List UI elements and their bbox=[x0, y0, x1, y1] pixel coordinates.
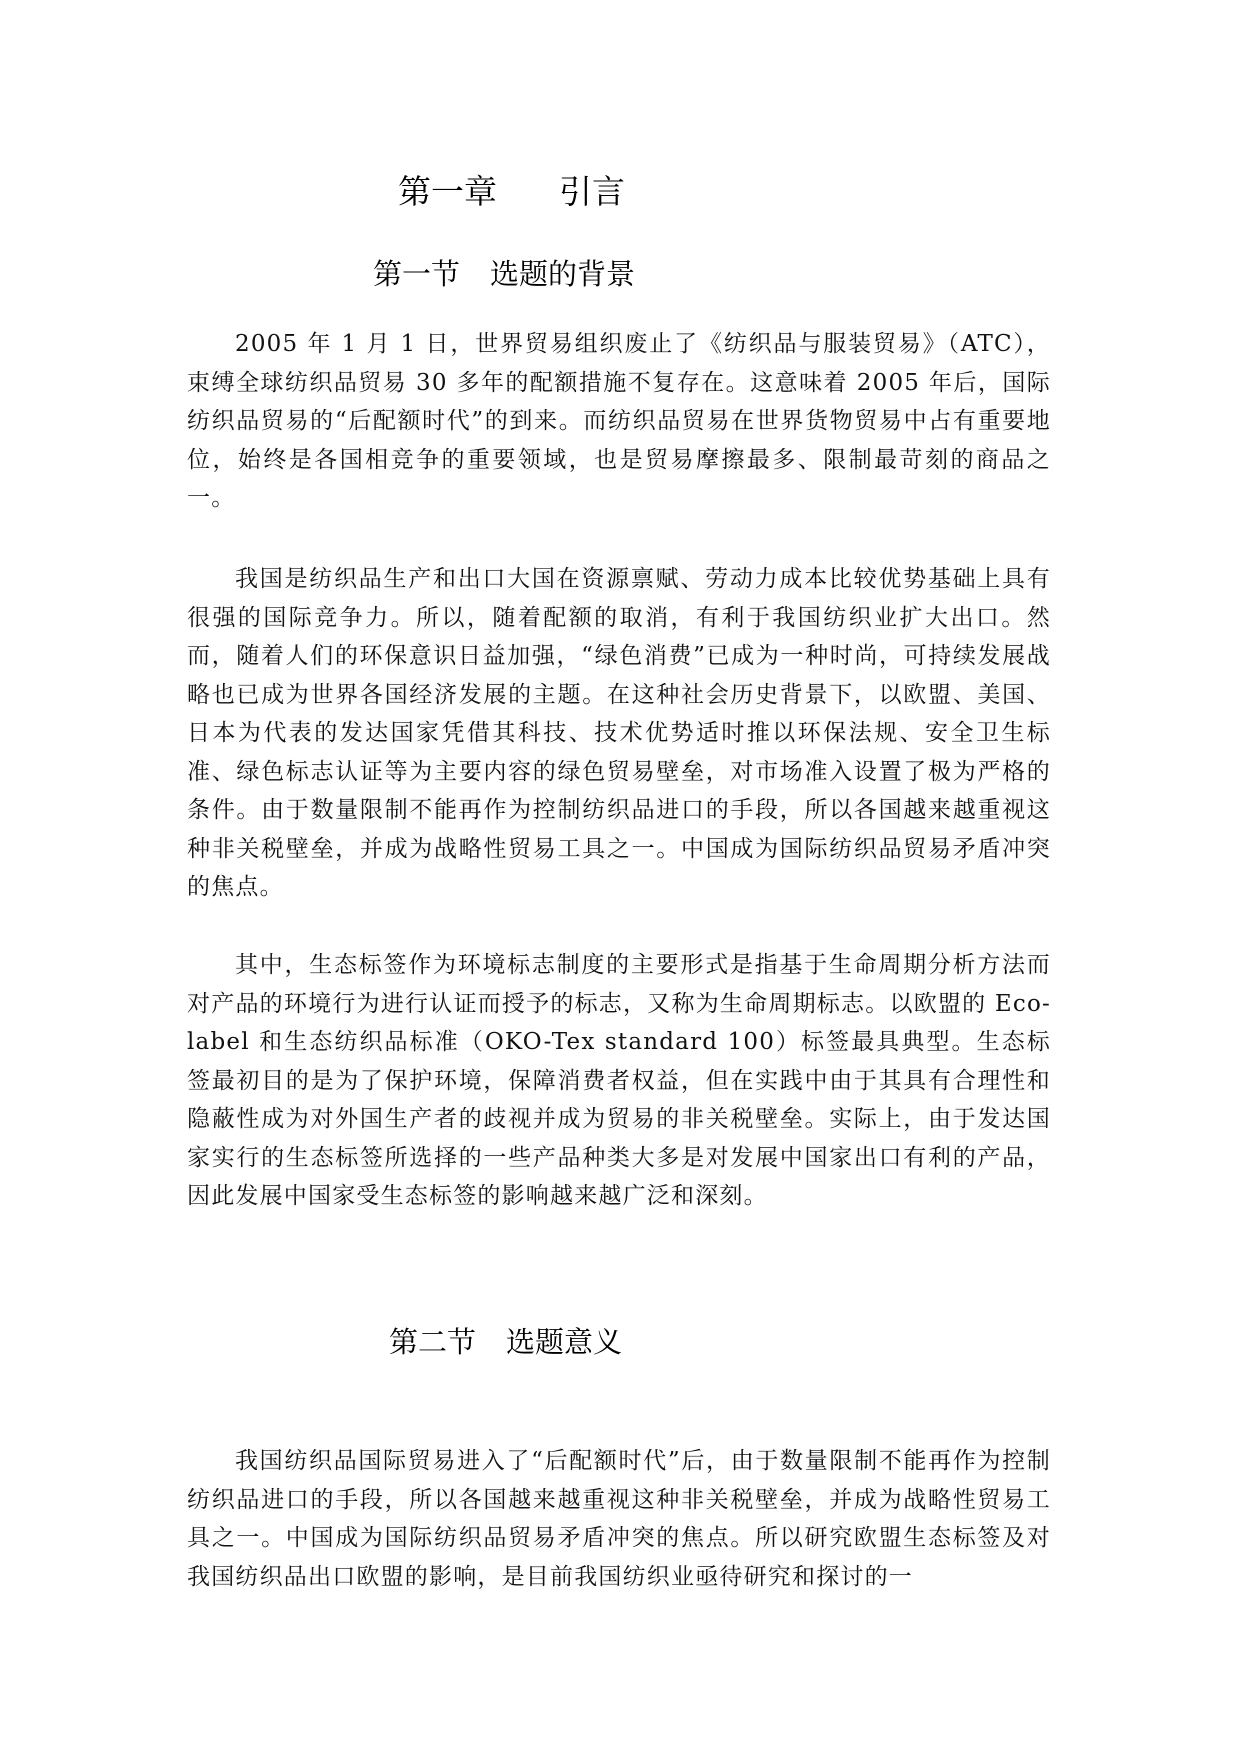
section-number: 第一节 bbox=[373, 257, 461, 291]
section-number: 第二节 bbox=[389, 1325, 477, 1359]
section-heading-significance bbox=[389, 1322, 622, 1362]
chapter-heading bbox=[398, 170, 625, 214]
body-paragraph-1: 2005 年 1 月 1 日，世界贸易组织废止了《纺织品与服装贸易》（ATC），束缚全球纺织品贸易 30 多年的配额措施不复存在。这意味着 2005 年后，国际纺织品贸易的“后配额时代”的到来。而纺织品贸易在世界货物贸易中占有重要地位，始终是各国相竞争的重要领域，也是贸易摩擦最多、限制最苛刻的商品之一。 bbox=[187, 331, 1051, 511]
chapter-number: 第一章 bbox=[398, 172, 497, 211]
body-paragraph-2: 我国是纺织品生产和出口大国在资源禀赋、劳动力成本比较优势基础上具有很强的国际竞争力。所以，随着配额的取消，有利于我国纺织业扩大出口。然而，随着人们的环保意识日益加强，“绿色消费”已成为一种时尚，可持续发展战略也已成为世界各国经济发展的主题。在这种社会历史背景下，以欧盟、美国、日本为代表的发达国家凭借其科技、技术优势适时推以环保法规、安全卫生标准、绿色标志认证等为主要内容的绿色贸易壁垒，对市场准入设置了极为严格的条件。由于数量限制不能再作为控制纺织品进口的手段，所以各国越来越重视这种非关税壁垒，并成为战略性贸易工具之一。中国成为国际纺织品贸易矛盾冲突的焦点。 bbox=[187, 566, 1051, 900]
section-title: 选题的背景 bbox=[490, 257, 636, 291]
body-paragraph-4: 我国纺织品国际贸易进入了“后配额时代”后，由于数量限制不能再作为控制纺织品进口的手段，所以各国越来越重视这种非关税壁垒，并成为战略性贸易工具之一。中国成为国际纺织品贸易矛盾冲突的焦点。所以研究欧盟生态标签及对我国纺织品出口欧盟的影响，是目前我国纺织业亟待研究和探讨的一 bbox=[187, 1448, 1051, 1590]
section-heading-background bbox=[373, 254, 635, 294]
chapter-title: 引言 bbox=[559, 172, 625, 211]
section-title: 选题意义 bbox=[506, 1325, 623, 1359]
body-paragraph-3: 其中，生态标签作为环境标志制度的主要形式是指基于生命周期分析方法而对产品的环境行为进行认证而授予的标志，又称为生命周期标志。以欧盟的 Eco-label 和生态纺织品标准（OKO-Tex standard 100）标签最具典型。生态标签最初目的是为了保护环境，保障消费者权益，但在实践中由于其具有合理性和隐蔽性成为对外国生产者的歧视并成为贸易的非关税壁垒。实际上，由于发达国家实行的生态标签所选择的一些产品种类大多是对发展中国家出口有利的产品，因此发展中国家受生态标签的影响越来越广泛和深刻。 bbox=[187, 952, 1051, 1209]
